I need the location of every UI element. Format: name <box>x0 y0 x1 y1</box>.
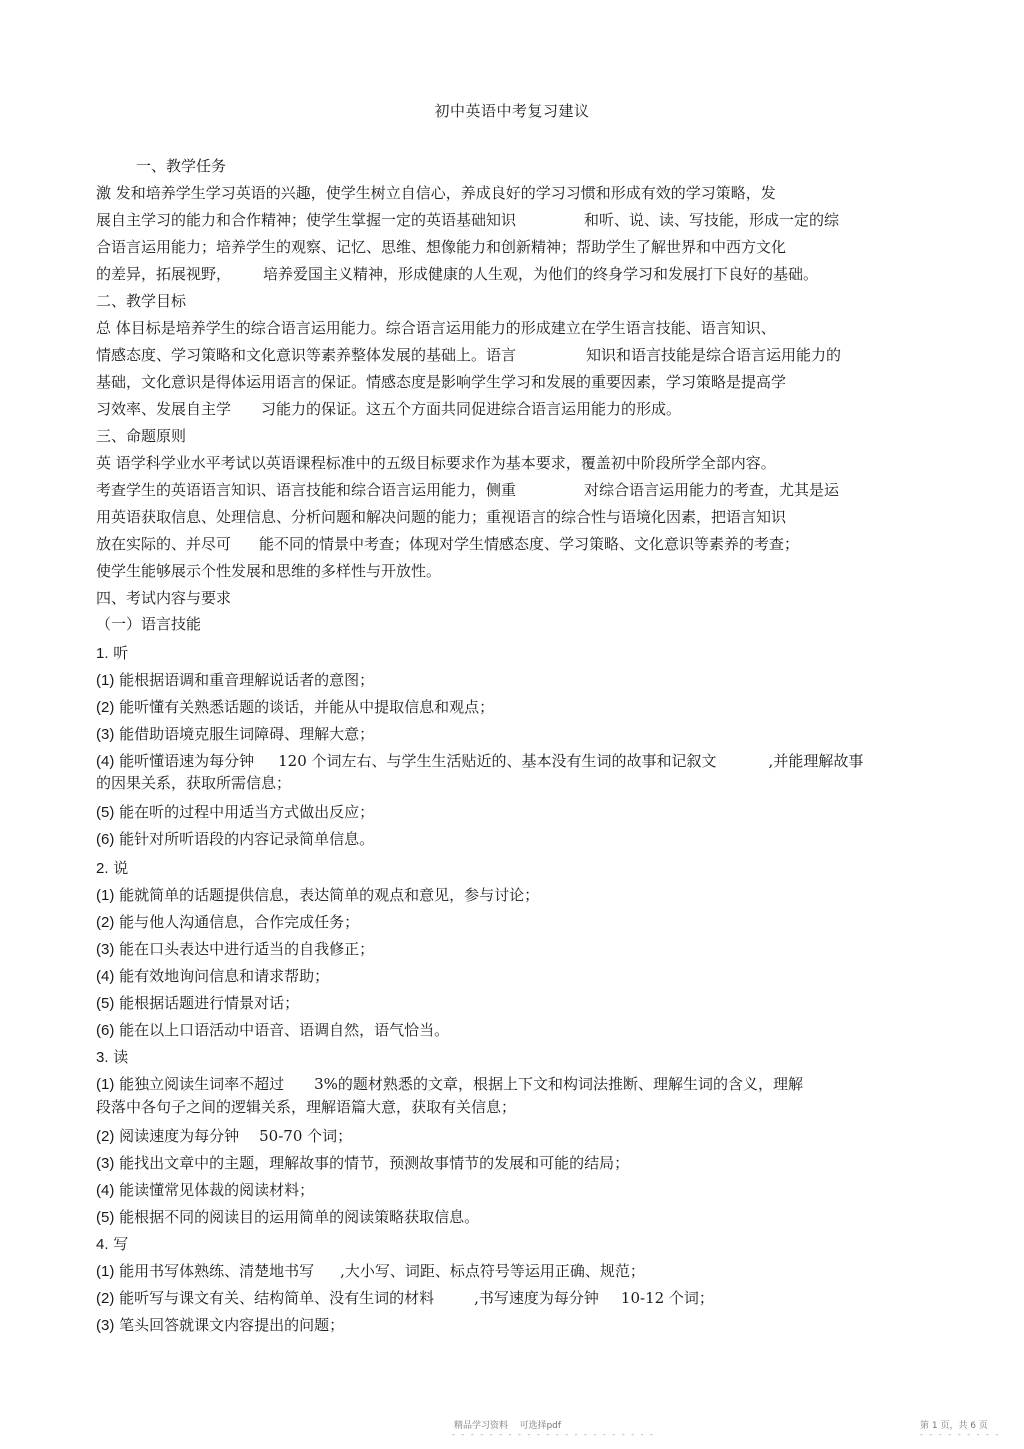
paragraph-line <box>96 264 818 284</box>
item-number: (1) <box>96 1076 115 1093</box>
skill-heading-listening <box>96 643 128 664</box>
text-span: 情感态度、学习策略和文化意识等素养整体发展的基础上。语言 <box>96 346 517 364</box>
skill-title: 说 <box>113 859 129 877</box>
paragraph-line <box>96 534 799 554</box>
text-span: 和听、说、读、写技能，形成一定的综 <box>584 211 840 229</box>
paragraph-line: 英 语学科学业水平考试以英语课程标准中的五级目标要求作为基本要求，覆盖初中阶段所学全部内容。 <box>96 454 776 472</box>
item-text: 能有效地询问信息和请求帮助； <box>119 967 330 985</box>
item-text: 能找出文章中的主题，理解故事的情节，预测故事情节的发展和可能的结局； <box>119 1154 630 1172</box>
paragraph-line <box>96 399 681 419</box>
item-text: 50-70 个词； <box>259 1127 353 1145</box>
section-heading-teaching-goals: 二、教学目标 <box>96 292 187 310</box>
item-text: 能在听的过程中用适当方式做出反应； <box>119 803 375 821</box>
item-text: 能与他人沟通信息，合作完成任务； <box>119 913 360 931</box>
list-item <box>96 1126 352 1147</box>
skill-number: 1. <box>96 645 109 662</box>
list-item <box>96 912 359 933</box>
paragraph-line: 激 发和培养学生学习英语的兴趣，使学生树立自信心，养成良好的学习习惯和形成有效的学习策略，发 <box>96 184 776 202</box>
item-number: (3) <box>96 1317 115 1334</box>
list-item <box>96 1207 479 1228</box>
text-span: 培养爱国主义精神，形成健康的人生观，为他们的终身学习和发展打下良好的基础。 <box>263 265 819 283</box>
item-text: 3%的题材熟悉的文章，根据上下文和构词法推断、理解生词的含义，理解 <box>314 1075 803 1093</box>
item-text: 能独立阅读生词率不超过 <box>119 1075 285 1093</box>
list-item <box>96 993 299 1014</box>
item-text: 能借助语境克服生词障碍、理解大意； <box>119 725 375 743</box>
list-item <box>96 670 374 691</box>
skill-number: 4. <box>96 1236 109 1253</box>
paragraph-line <box>96 480 839 500</box>
list-item <box>96 802 374 823</box>
item-text: 能听懂有关熟悉话题的谈话，并能从中提取信息和观点； <box>119 698 495 716</box>
paragraph-line <box>96 210 839 230</box>
list-item-continuation: 段落中各句子之间的逻辑关系，理解语篇大意，获取有关信息； <box>96 1098 517 1116</box>
item-number: (3) <box>96 726 115 743</box>
item-text: 能根据话题进行情景对话； <box>119 994 300 1012</box>
paragraph-line: 总 体目标是培养学生的综合语言运用能力。综合语言运用能力的形成建立在学生语言技能、语言知识、 <box>96 319 776 337</box>
item-number: (5) <box>96 995 115 1012</box>
page-number: 第 1 页，共 6 页 <box>920 1421 988 1431</box>
paragraph-line <box>96 345 841 365</box>
item-number: (4) <box>96 1182 115 1199</box>
skill-heading-reading <box>96 1047 128 1068</box>
footer-dash-line: - - - - - - - - - - - - - - - - - - - - - - <box>452 1430 655 1439</box>
skill-title: 读 <box>113 1048 129 1066</box>
item-number: (1) <box>96 1263 115 1280</box>
item-number: (3) <box>96 1155 115 1172</box>
paragraph-line: 使学生能够展示个性发展和思维的多样性与开放性。 <box>96 562 442 580</box>
item-text: 能听懂语速为每分钟 <box>119 752 255 770</box>
skill-number: 2. <box>96 860 109 877</box>
item-text: ,大小写、词距、标点符号等运用正确、规范； <box>340 1262 645 1280</box>
item-number: (2) <box>96 914 115 931</box>
list-item <box>96 1180 314 1201</box>
item-text: 阅读速度为每分钟 <box>119 1127 240 1145</box>
skill-number: 3. <box>96 1049 109 1066</box>
skill-heading-writing <box>96 1234 128 1255</box>
item-number: (2) <box>96 699 115 716</box>
list-item <box>96 885 539 906</box>
paragraph-line: 合语言运用能力；培养学生的观察、记忆、思维、想像能力和创新精神；帮助学生了解世界和中西方文化 <box>96 238 787 256</box>
skill-title: 写 <box>113 1235 129 1253</box>
skill-heading-speaking <box>96 858 128 879</box>
text-span: 知识和语言技能是综合语言运用能力的 <box>586 346 842 364</box>
text-span: 展自主学习的能力和合作精神；使学生掌握一定的英语基础知识 <box>96 211 517 229</box>
document-title: 初中英语中考复习建议 <box>434 102 590 120</box>
list-item <box>96 829 374 850</box>
item-text: 能根据不同的阅读目的运用简单的阅读策略获取信息。 <box>119 1208 480 1226</box>
item-text: 能用书写体熟练、清楚地书写 <box>119 1262 315 1280</box>
item-text: 能就简单的话题提供信息，表达简单的观点和意见，参与讨论； <box>119 886 540 904</box>
item-text: 能听写与课文有关、结构简单、没有生词的材料 <box>119 1289 435 1307</box>
item-number: (6) <box>96 1022 115 1039</box>
list-item <box>96 1315 344 1336</box>
item-text: 10-12 个词； <box>620 1289 714 1307</box>
item-number: (6) <box>96 831 115 848</box>
text-span: 习能力的保证。这五个方面共同促进综合语言运用能力的形成。 <box>261 400 682 418</box>
section-heading-teaching-tasks: 一、教学任务 <box>136 157 227 175</box>
list-item <box>96 724 374 745</box>
list-item <box>96 966 329 987</box>
item-text: 120 个词左右、与学生生活贴近的、基本没有生词的故事和记叙文 <box>278 752 717 770</box>
item-number: (4) <box>96 753 115 770</box>
item-text: ,并能理解故事 <box>768 752 864 770</box>
item-number: (3) <box>96 941 115 958</box>
section-heading-exam-principles: 三、命题原则 <box>96 427 187 445</box>
text-span: 考查学生的英语语言知识、语言技能和综合语言运用能力，侧重 <box>96 481 517 499</box>
item-number: (5) <box>96 804 115 821</box>
text-span: 的差异，拓展视野， <box>96 265 232 283</box>
list-item <box>96 1288 714 1309</box>
item-number: (5) <box>96 1209 115 1226</box>
item-number: (4) <box>96 968 115 985</box>
text-span: 对综合语言运用能力的考查，尤其是运 <box>584 481 840 499</box>
list-item <box>96 939 374 960</box>
list-item-continuation: 的因果关系，获取所需信息； <box>96 774 292 792</box>
item-text: 笔头回答就课文内容提出的问题； <box>119 1316 345 1334</box>
item-number: (2) <box>96 1128 115 1145</box>
text-span: 放在实际的、并尽可 <box>96 535 232 553</box>
list-item <box>96 697 494 718</box>
list-item <box>96 1020 449 1041</box>
footer-label-text: 精品学习资料 <box>454 1421 509 1431</box>
item-number: (1) <box>96 887 115 904</box>
item-text: 能根据语调和重音理解说话者的意图； <box>119 671 375 689</box>
skill-title: 听 <box>113 644 129 662</box>
text-span: 能不同的情景中考查；体现对学生情感态度、学习策略、文化意识等素养的考查； <box>259 535 800 553</box>
item-number: (2) <box>96 1290 115 1307</box>
item-text: 能读懂常见体裁的阅读材料； <box>119 1181 315 1199</box>
list-item <box>96 1074 803 1095</box>
paragraph-line: 基础，文化意识是得体运用语言的保证。情感态度是影响学生学习和发展的重要因素，学习策略是提高学 <box>96 373 787 391</box>
list-item <box>96 1261 645 1282</box>
item-text: 能在口头表达中进行适当的自我修正； <box>119 940 375 958</box>
paragraph-line: 用英语获取信息、处理信息、分析问题和解决问题的能力；重视语言的综合性与语境化因素，把语言知识 <box>96 508 787 526</box>
item-number: (1) <box>96 672 115 689</box>
list-item <box>96 751 863 772</box>
footer-dash-line-right: - - - - - - - - - <box>920 1430 1001 1439</box>
text-span: 习效率、发展自主学 <box>96 400 232 418</box>
section-heading-exam-content: 四、考试内容与要求 <box>96 589 232 607</box>
footer-label-text-2: 可选择pdf <box>519 1421 562 1431</box>
item-text: 能针对所听语段的内容记录简单信息。 <box>119 830 375 848</box>
item-text: 能在以上口语活动中语音、语调自然，语气恰当。 <box>119 1021 450 1039</box>
subsection-heading-language-skills: （一）语言技能 <box>96 615 202 633</box>
list-item <box>96 1153 629 1174</box>
item-text: ,书写速度为每分钟 <box>474 1289 599 1307</box>
